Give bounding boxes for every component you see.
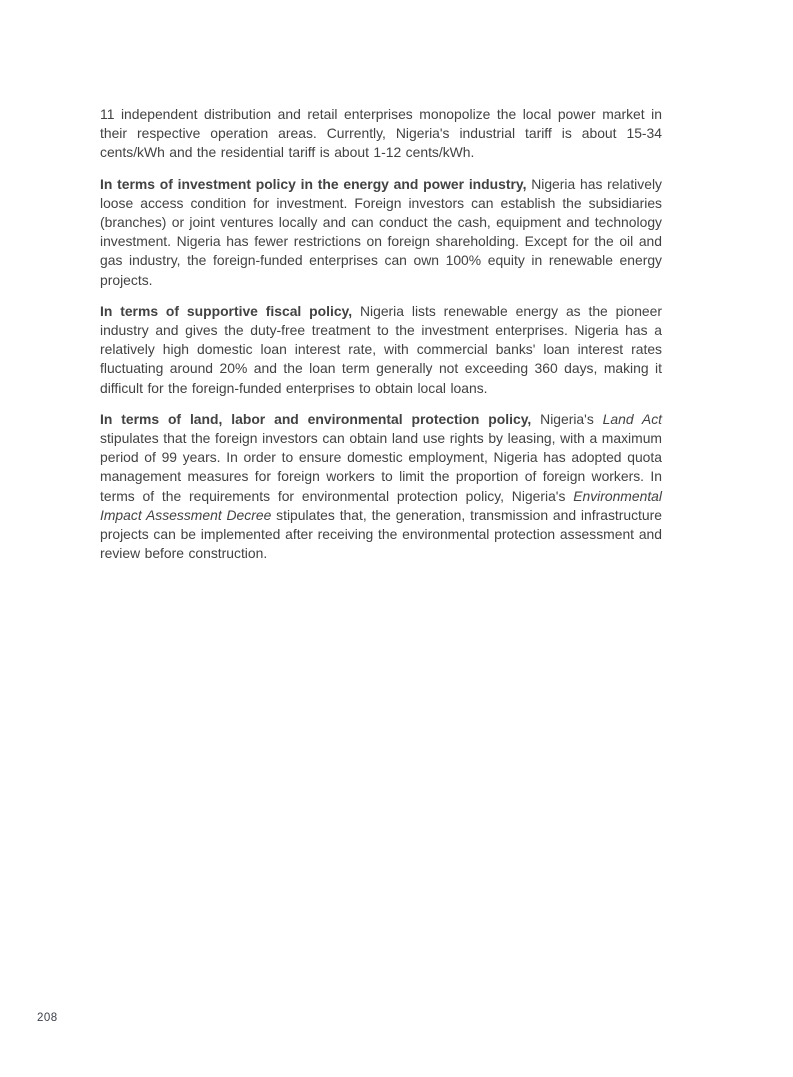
paragraph <box>100 410 662 564</box>
text-segment-bold: In terms of supportive fiscal policy, <box>100 302 360 319</box>
text-segment-normal: stipulates that the foreign investors can obtain land use rights by leasing, with a maximum period of 99 years. In order to ensure domestic employment, Nigeria has adopted quota management measures for foreign workers to limit the proportion of foreign workers. In terms of the requirements for environmental protection policy, Nigeria's <box>100 430 662 504</box>
text-segment-normal: Nigeria's <box>540 410 603 427</box>
page-number: 208 <box>37 1012 58 1024</box>
text-segment-normal: stipulates that, the generation, transmission and infrastructure projects can be implemented after receiving the environmental protection assessment and review before construction. <box>100 506 662 562</box>
paragraph <box>100 105 662 163</box>
document-body <box>100 105 662 575</box>
paragraph <box>100 175 662 290</box>
text-segment-italic: Environmental Impact Assessment Decree <box>100 487 662 523</box>
text-segment-normal: 11 independent distribution and retail enterprises monopolize the local power market in their respective operation areas. Currently, Nigeria's industrial tariff is about 15-34 cents/kWh and the residential tariff is about 1-12 cents/kWh. <box>100 106 662 161</box>
paragraph <box>100 302 662 398</box>
text-segment-normal: Nigeria has relatively loose access condition for investment. Foreign investors can establish the subsidiaries (branches) or joint ventures locally and can conduct the cash, equipment and technology investment. Nigeria has fewer restrictions on foreign shareholding. Except for the oil and gas industry, the foreign-funded enterprises can own 100% equity in renewable energy projects. <box>100 175 662 288</box>
text-segment-normal: Nigeria lists renewable energy as the pioneer industry and gives the duty-free treatment to the investment enterprises. Nigeria has a relatively high domestic loan interest rate, with commercial banks' loan interest rates fluctuating around 20% and the loan term generally not exceeding 360 days, making it difficult for the foreign-funded enterprises to obtain local loans. <box>100 302 662 396</box>
text-segment-italic: Land Act <box>602 410 662 427</box>
text-segment-bold: In terms of land, labor and environmental protection policy, <box>100 410 541 427</box>
text-segment-bold: In terms of investment policy in the energy and power industry, <box>100 175 532 192</box>
